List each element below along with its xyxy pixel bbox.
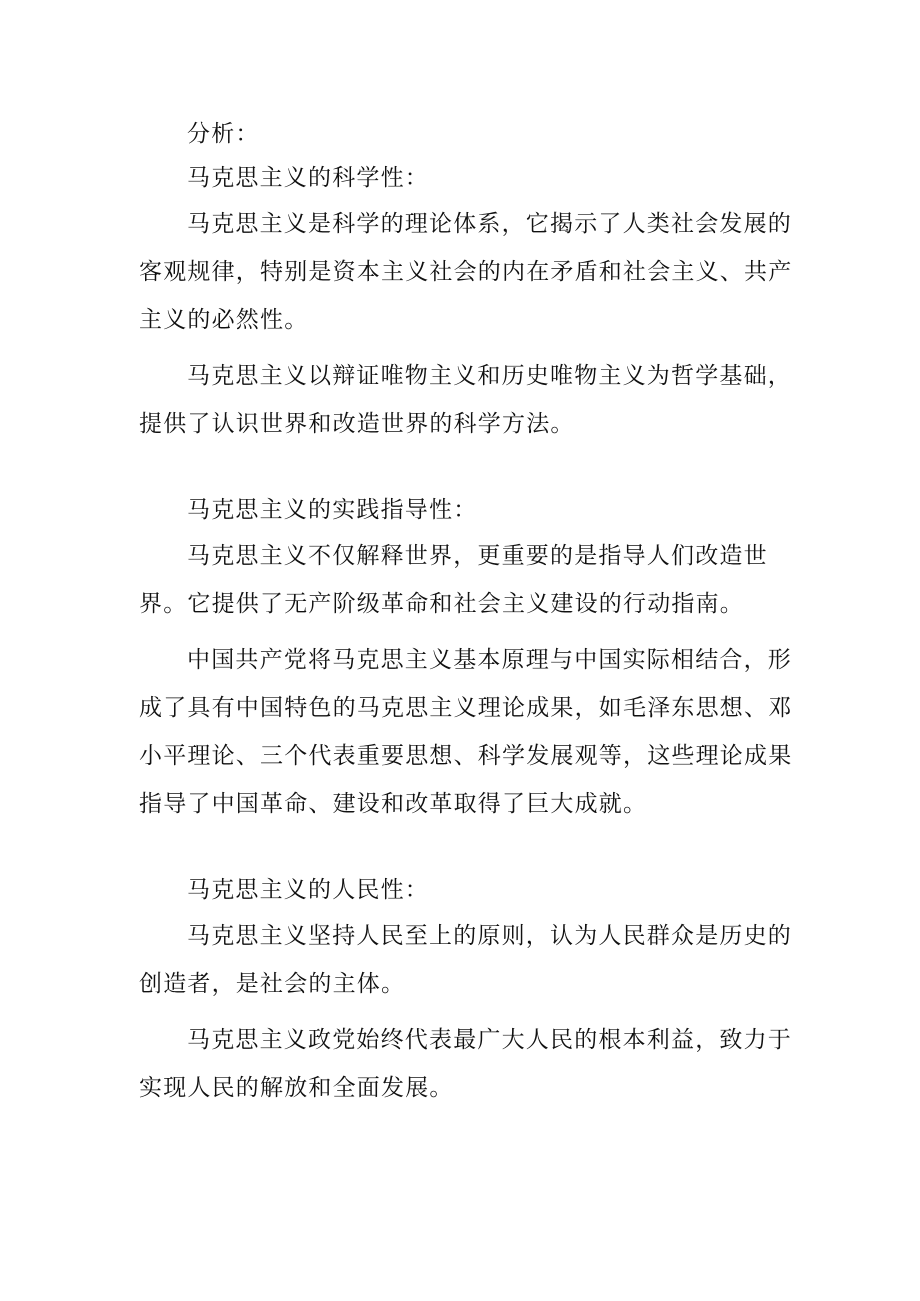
paragraph: 中国共产党将马克思主义基本原理与中国实际相结合，形成了具有中国特色的马克思主义理论成果，如毛泽东思想、邓小平理论、三个代表重要思想、科学发展观等，这些理论成果指导了中国革命、建设和改革取得了巨大成就。 — [139, 647, 793, 817]
section-people — [139, 868, 799, 1112]
section-practice — [139, 488, 799, 828]
section-scientific — [139, 156, 799, 448]
section-spacer — [139, 828, 799, 868]
section-heading: 马克思主义的人民性： — [187, 877, 429, 903]
section-spacer — [139, 448, 799, 488]
document-body — [139, 112, 799, 1112]
paragraph: 马克思主义是科学的理论体系，它揭示了人类社会发展的客观规律，特别是资本主义社会的内在矛盾和社会主义、共产主义的必然性。 — [139, 211, 793, 333]
paragraph: 马克思主义不仅解释世界，更重要的是指导人们改造世界。它提供了无产阶级革命和社会主义建设的行动指南。 — [139, 543, 768, 617]
section-heading: 马克思主义的科学性： — [187, 165, 429, 191]
paragraph: 马克思主义坚持人民至上的原则，认为人民群众是历史的创造者，是社会的主体。 — [139, 923, 792, 997]
paragraph: 马克思主义政党始终代表最广大人民的根本利益，致力于实现人民的解放和全面发展。 — [139, 1027, 792, 1101]
paragraph: 马克思主义以辩证唯物主义和历史唯物主义为哲学基础，提供了认识世界和改造世界的科学方法。 — [139, 363, 792, 437]
analysis-label: 分析： — [187, 121, 260, 147]
section-heading: 马克思主义的实践指导性： — [187, 497, 478, 523]
